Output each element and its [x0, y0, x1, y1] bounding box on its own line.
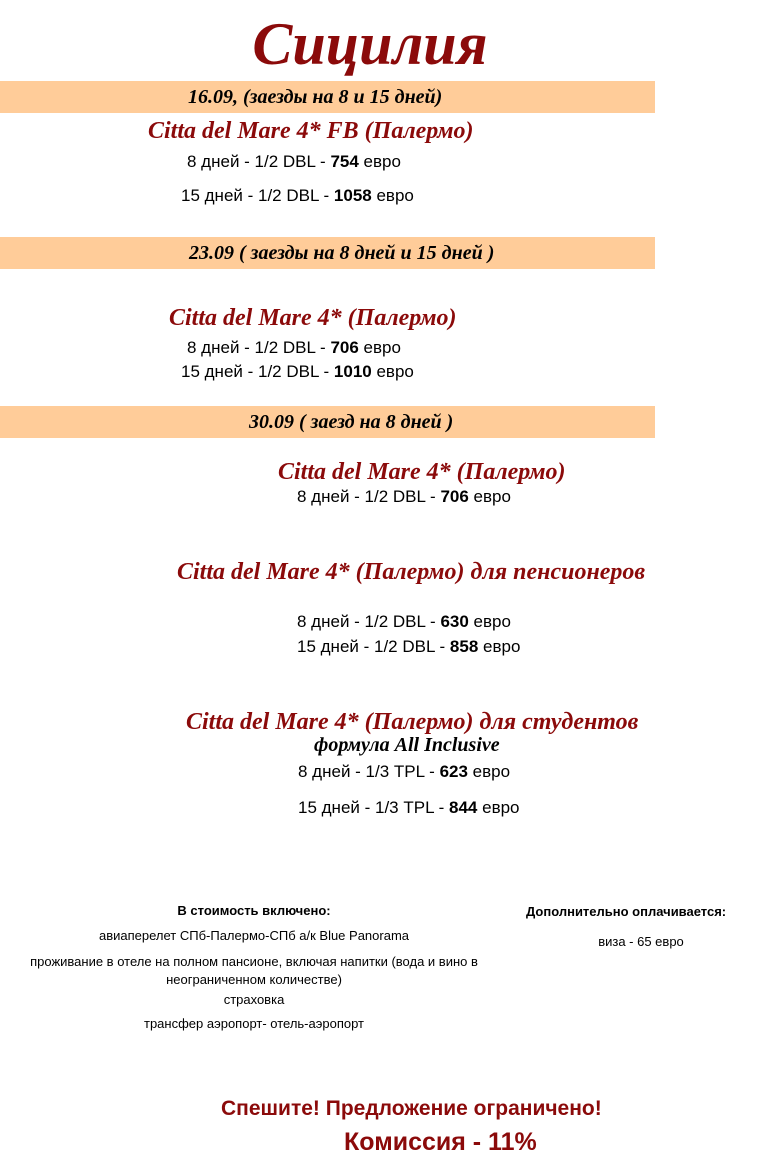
extra-item: виза - 65 евро [598, 934, 684, 949]
price-row: 8 дней - 1/3 TPL - 623 евро [298, 762, 511, 781]
price-row: 15 дней - 1/2 DBL - 1010 евро [181, 362, 414, 381]
price-row: 8 дней - 1/2 DBL - 630 евро [297, 612, 511, 631]
promo-commission: Комиссия - 11% [344, 1128, 537, 1156]
price-row: 15 дней - 1/3 TPL - 844 евро [298, 798, 520, 817]
included-item: неограниченном количестве) [166, 972, 342, 987]
date-band-3-text: 30.09 ( заезд на 8 дней ) [249, 411, 454, 433]
price-row: 15 дней - 1/2 DBL - 1058 евро [181, 186, 414, 205]
hotel-title-students: Citta del Mare 4* (Палермо) для студентов [186, 709, 639, 735]
price-row: 8 дней - 1/2 DBL - 706 евро [187, 338, 401, 357]
extra-heading: Дополнительно оплачивается: [526, 904, 727, 919]
date-band-1-text: 16.09, (заезды на 8 и 15 дней) [188, 86, 443, 108]
price-row: 8 дней - 1/2 DBL - 754 евро [187, 152, 401, 171]
hotel-title-2: Citta del Mare 4* (Палермо) [169, 305, 457, 331]
date-band-2-text: 23.09 ( заезды на 8 дней и 15 дней ) [189, 242, 495, 264]
included-item: авиаперелет СПб-Палермо-СПб а/к Blue Panorama [98, 928, 410, 943]
included-item: страховка [223, 992, 285, 1007]
promo-hurry: Спешите! Предложение ограничено! [221, 1097, 602, 1120]
price-row: 15 дней - 1/2 DBL - 858 евро [297, 637, 521, 656]
hotel-title-1: Citta del Mare 4* FB (Палермо) [148, 118, 474, 144]
hotel-title-pensioners: Citta del Mare 4* (Палермо) для пенсионеров [177, 559, 646, 585]
included-heading: В стоимость включено: [177, 903, 331, 918]
included-item: трансфер аэропорт- отель-аэропорт [143, 1016, 365, 1031]
hotel-title-3: Citta del Mare 4* (Палермо) [278, 459, 566, 485]
price-row: 8 дней - 1/2 DBL - 706 евро [297, 487, 511, 506]
formula-label: формула All Inclusive [314, 734, 500, 756]
included-item: проживание в отеле на полном пансионе, включая напитки (вода и вино в [30, 954, 478, 969]
page-title: Сицилия [252, 11, 488, 77]
